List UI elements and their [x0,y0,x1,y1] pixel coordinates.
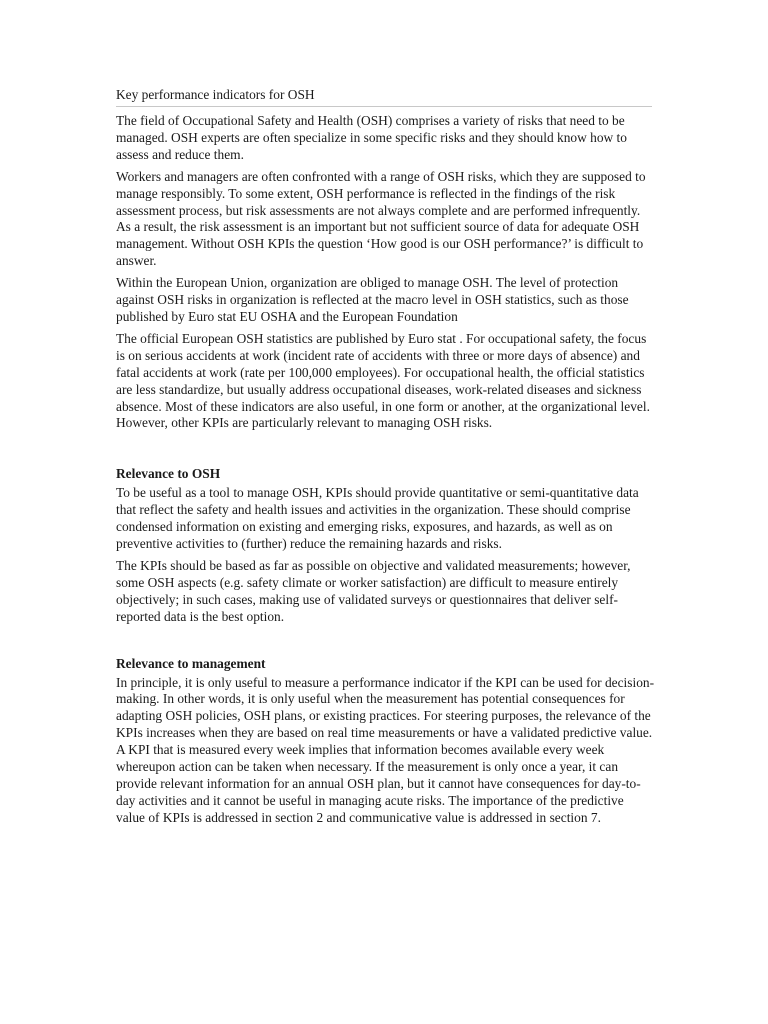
paragraph: The field of Occupational Safety and Health (OSH) comprises a variety of risks that need to be managed. OSH experts are often specialize in some specific risks and they should know how to assess and reduce them. [116,113,627,162]
paragraph: Within the European Union, organization are obliged to manage OSH. The level of protection against OSH risks in organization is reflected at the macro level in OSH statistics, such as those published by Euro stat EU OSHA and the European Foundation [116,275,629,324]
section-heading: Relevance to OSH [116,466,221,482]
paragraph: In principle, it is only useful to measure a performance indicator if the KPI can be used for decision-making. In other words, it is only useful when the measurement has potential consequences for adapting OSH policies, OSH plans, or existing practices. For steering purposes, the relevance of the KPIs increases when they are based on real time measurements or have a validated predictive value. A KPI that is measured every week implies that information becomes available every week whereupon action can be taken when necessary. If the measurement is only once a year, it can provide relevant information for an annual OSH plan, but it cannot have consequences for day-to-day activities and it cannot be useful in managing acute risks. The importance of the predictive value of KPIs is addressed in section 2 and communicative value is addressed in section 7. [116,674,655,825]
paragraph: The official European OSH statistics are published by Euro stat . For occupational safety, the focus is on serious accidents at work (incident rate of accidents with three or more days of absence) and fatal accidents at work (rate per 100,000 employees). For occupational health, the official statistics are less standardize, but usually address occupational diseases, work-related diseases and sickness absence. Most of these indicators are also useful, in one form or another, at the organizational level. However, other KPIs are particularly relevant to managing OSH risks. [116,330,650,431]
paragraph: To be useful as a tool to manage OSH, KPIs should provide quantitative or semi-quantitative data that reflect the safety and health issues and activities in the organization. These should comprise condensed information on existing and emerging risks, exposures, and hazards, as well as on preventive activities to (further) reduce the remaining hazards and risks. [116,485,639,552]
section-relevance-to-osh [116,465,656,625]
paragraph: The KPIs should be based as far as possible on objective and validated measurements; however, some OSH aspects (e.g. safety climate or worker satisfaction) are difficult to measure entirely objectively; in such cases, making use of validated surveys or questionnaires that deliver self-reported data is the best option. [116,557,631,624]
intro-section [116,113,656,432]
document-page [116,86,656,827]
paragraph: Workers and managers are often confronted with a range of OSH risks, which they are supposed to manage responsibly. To some extent, OSH performance is reflected in the findings of the risk assessment process, but risk assessments are not always complete and are performed infrequently. As a result, the risk assessment is an important but not sufficient source of data for adequate OSH management. Without OSH KPIs the question ‘How good is our OSH performance?’ is difficult to answer. [116,168,646,269]
section-heading: Relevance to management [116,655,266,671]
document-title: Key performance indicators for OSH [116,86,652,107]
section-relevance-to-management [116,655,656,827]
